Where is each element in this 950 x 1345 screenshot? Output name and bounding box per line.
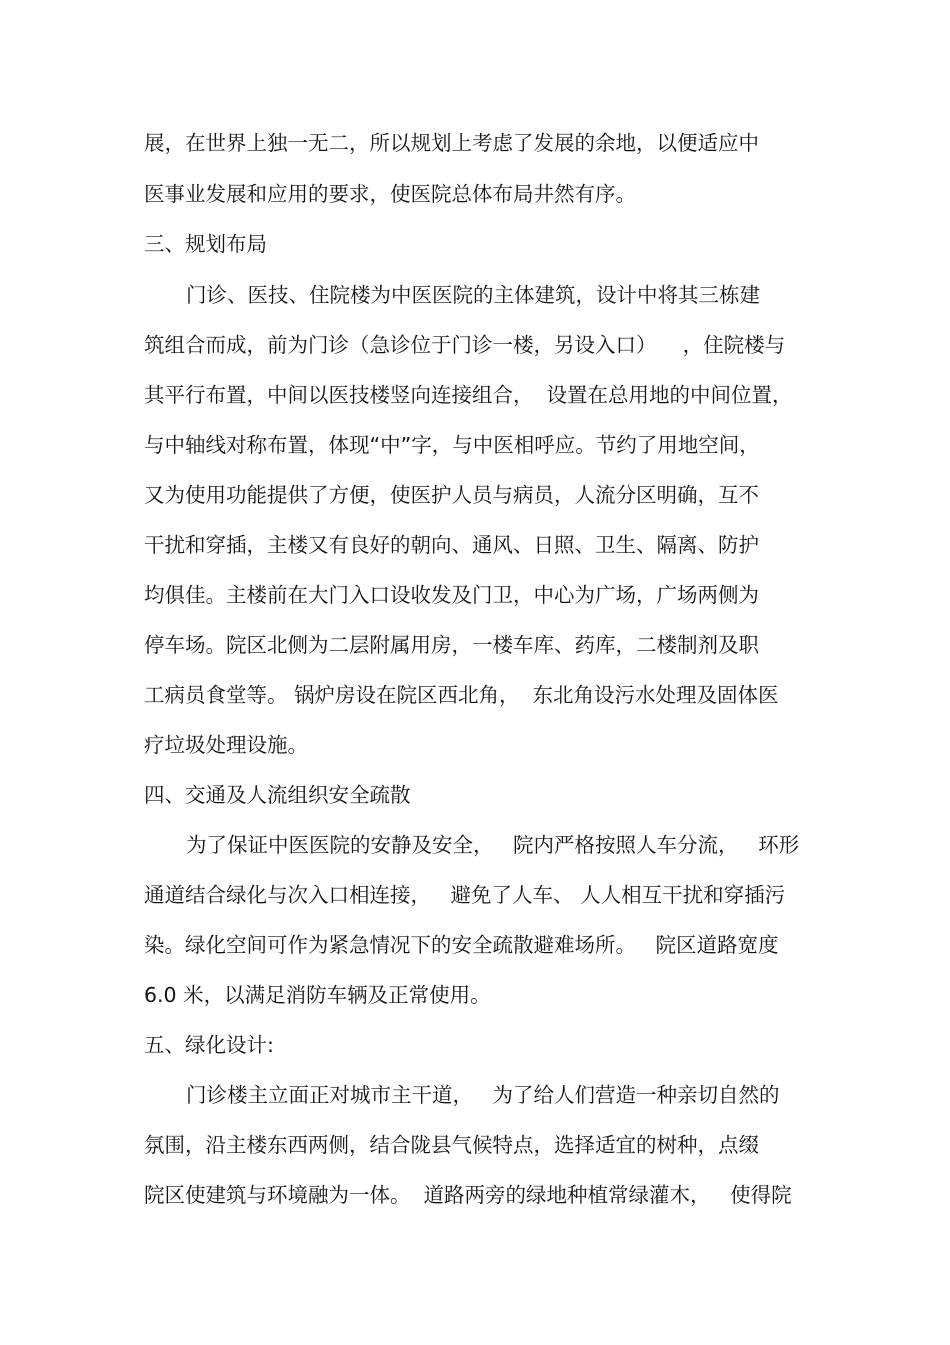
text-line: 通道结合绿化与次入口相连接， 避免了人车、 人人相互干扰和穿插污 xyxy=(144,883,786,907)
section-heading-traffic-evacuation: 四、交通及人流组织安全疏散 xyxy=(144,783,411,807)
text-line: 染。绿化空间可作为紧急情况下的安全疏散避难场所。 院区道路宽度 xyxy=(144,933,779,957)
text-line: 疗垃圾处理设施。 xyxy=(144,733,308,757)
text-line: 停车场。院区北侧为二层附属用房，一楼车库、药库，二楼制剂及职 xyxy=(144,633,759,657)
text-line: 干扰和穿插，主楼又有良好的朝向、通风、日照、卫生、隔离、防护 xyxy=(144,533,759,557)
text-line: 氛围，沿主楼东西两侧，结合陇县气候特点，选择适宜的树种，点缀 xyxy=(144,1133,759,1157)
text-line: 筑组合而成，前为门诊（急诊位于门诊一楼，另设入口） ，住院楼与 xyxy=(144,333,786,357)
text-line: 均俱佳。主楼前在大门入口设收发及门卫，中心为广场，广场两侧为 xyxy=(144,583,759,607)
section-heading-greening-design: 五、绿化设计: xyxy=(144,1033,274,1057)
text-line: 医事业发展和应用的要求，使医院总体布局井然有序。 xyxy=(144,182,636,206)
text-line: 其平行布置，中间以医技楼竖向连接组合， 设置在总用地的中间位置， xyxy=(144,383,793,407)
paragraph-first-line: 门诊、医技、住院楼为中医医院的主体建筑，设计中将其三栋建 xyxy=(186,283,760,307)
section-heading-planning-layout: 三、规划布局 xyxy=(144,232,267,256)
text-line: 展，在世界上独一无二，所以规划上考虑了发展的余地，以便适应中 xyxy=(144,131,759,155)
paragraph-first-line: 为了保证中医医院的安静及安全， 院内严格按照人车分流， 环形 xyxy=(186,833,800,857)
text-line: 工病员食堂等。 锅炉房设在院区西北角， 东北角设污水处理及固体医 xyxy=(144,683,779,707)
text-line: 6.0 米，以满足消防车辆及正常使用。 xyxy=(144,983,491,1007)
text-line: 与中轴线对称布置，体现“中”字，与中医相呼应。节约了用地空间， xyxy=(144,433,760,457)
paragraph-first-line: 门诊楼主立面正对城市主干道， 为了给人们营造一种亲切自然的 xyxy=(186,1083,780,1107)
text-line: 院区使建筑与环境融为一体。 道路两旁的绿地种植常绿灌木， 使得院 xyxy=(144,1183,792,1207)
text-line: 又为使用功能提供了方便，使医护人员与病员，人流分区明确，互不 xyxy=(144,483,759,507)
